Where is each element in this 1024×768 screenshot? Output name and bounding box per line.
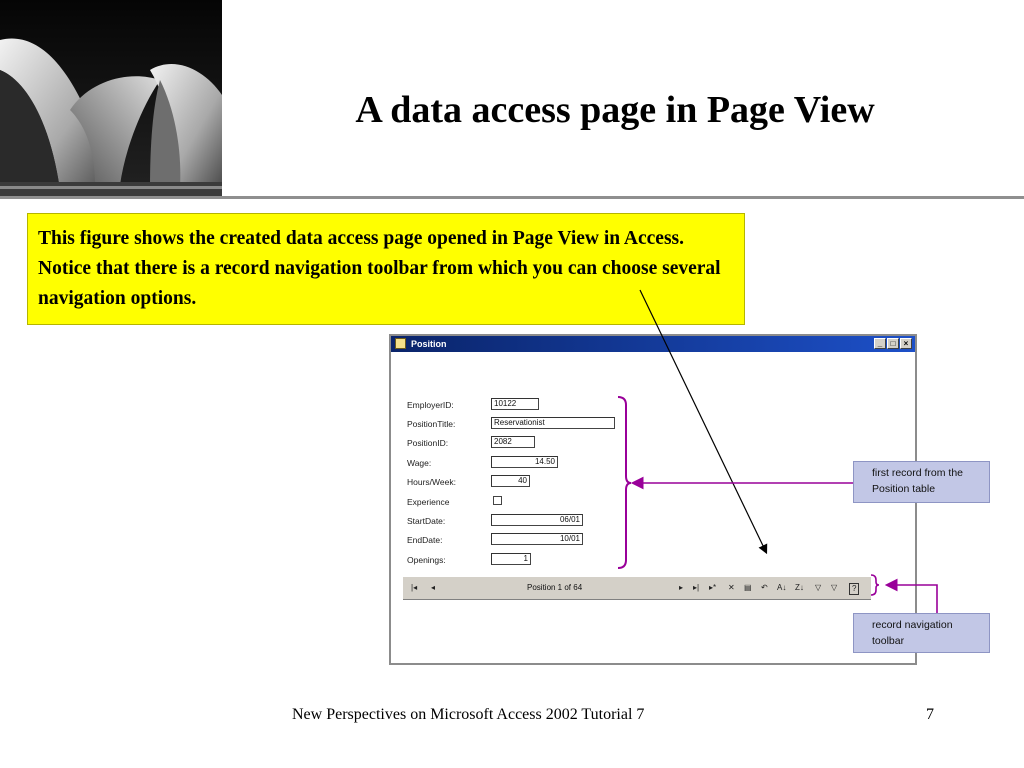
toggle-filter-icon[interactable]: ▽: [831, 583, 838, 592]
page-icon: [395, 338, 406, 349]
nav-toolbar-annotation: record navigation toolbar: [853, 613, 990, 653]
help-icon[interactable]: ?: [849, 583, 859, 595]
first-record-annotation: first record from the Position table: [853, 461, 990, 503]
record-position-status: Position 1 of 64: [527, 583, 583, 592]
next-record-icon[interactable]: ▸: [679, 583, 684, 592]
field-label: Experience: [407, 497, 450, 507]
first-record-icon[interactable]: |◂: [411, 583, 418, 592]
undo-icon[interactable]: ↶: [761, 583, 768, 592]
window-titlebar[interactable]: [391, 336, 915, 352]
positiontitle-input[interactable]: Reservationist: [491, 417, 615, 429]
field-label: EndDate:: [407, 535, 443, 545]
window-title: Position: [411, 339, 447, 349]
sort-ascending-icon[interactable]: A↓: [777, 583, 787, 592]
title-divider: [0, 196, 1024, 199]
field-label: PositionID:: [407, 438, 449, 448]
field-row-hoursweek: [407, 475, 707, 491]
page-number: 7: [926, 706, 934, 723]
close-button[interactable]: ×: [900, 338, 912, 349]
field-row-wage: [407, 456, 707, 472]
enddate-input[interactable]: 10/01: [491, 533, 583, 545]
last-record-icon[interactable]: ▸|: [693, 583, 700, 592]
openings-input[interactable]: 1: [491, 553, 531, 565]
field-label: PositionTitle:: [407, 419, 456, 429]
field-row-positiontitle: [407, 417, 707, 433]
delete-record-icon[interactable]: ✕: [728, 583, 735, 592]
slide-title: A data access page in Page View: [355, 89, 875, 131]
filter-by-selection-icon[interactable]: ▽: [815, 583, 822, 592]
field-row-employerid: [407, 398, 707, 414]
access-page-window: [389, 334, 917, 665]
positionid-input[interactable]: 2082: [491, 436, 535, 448]
experience-checkbox[interactable]: [493, 496, 502, 505]
field-label: Openings:: [407, 555, 446, 565]
startdate-input[interactable]: 06/01: [491, 514, 583, 526]
field-row-startdate: [407, 514, 707, 530]
sort-descending-icon[interactable]: Z↓: [795, 583, 804, 592]
field-label: Wage:: [407, 458, 432, 468]
new-record-icon[interactable]: ▸*: [709, 583, 717, 592]
opera-house-photo: [0, 0, 222, 196]
footer-text: New Perspectives on Microsoft Access 2002 Tutorial 7: [292, 706, 645, 723]
wage-input[interactable]: 14.50: [491, 456, 558, 468]
save-record-icon[interactable]: ▤: [744, 583, 752, 592]
field-row-openings: [407, 553, 707, 569]
field-label: EmployerID:: [407, 400, 454, 410]
maximize-button[interactable]: □: [887, 338, 899, 349]
previous-record-icon[interactable]: ◂: [431, 583, 436, 592]
field-row-positionid: [407, 436, 707, 452]
field-row-experience: [407, 495, 707, 511]
field-label: Hours/Week:: [407, 477, 456, 487]
field-label: StartDate:: [407, 516, 446, 526]
description-callout: This figure shows the created data access page opened in Page View in Access. Notice that there is a record navigation toolbar from which you can choose several navigation options.: [27, 213, 745, 325]
hoursweek-input[interactable]: 40: [491, 475, 530, 487]
minimize-button[interactable]: _: [874, 338, 886, 349]
employerid-input[interactable]: 10122: [491, 398, 539, 410]
record-navigation-toolbar: [403, 576, 871, 600]
field-row-enddate: [407, 533, 707, 549]
